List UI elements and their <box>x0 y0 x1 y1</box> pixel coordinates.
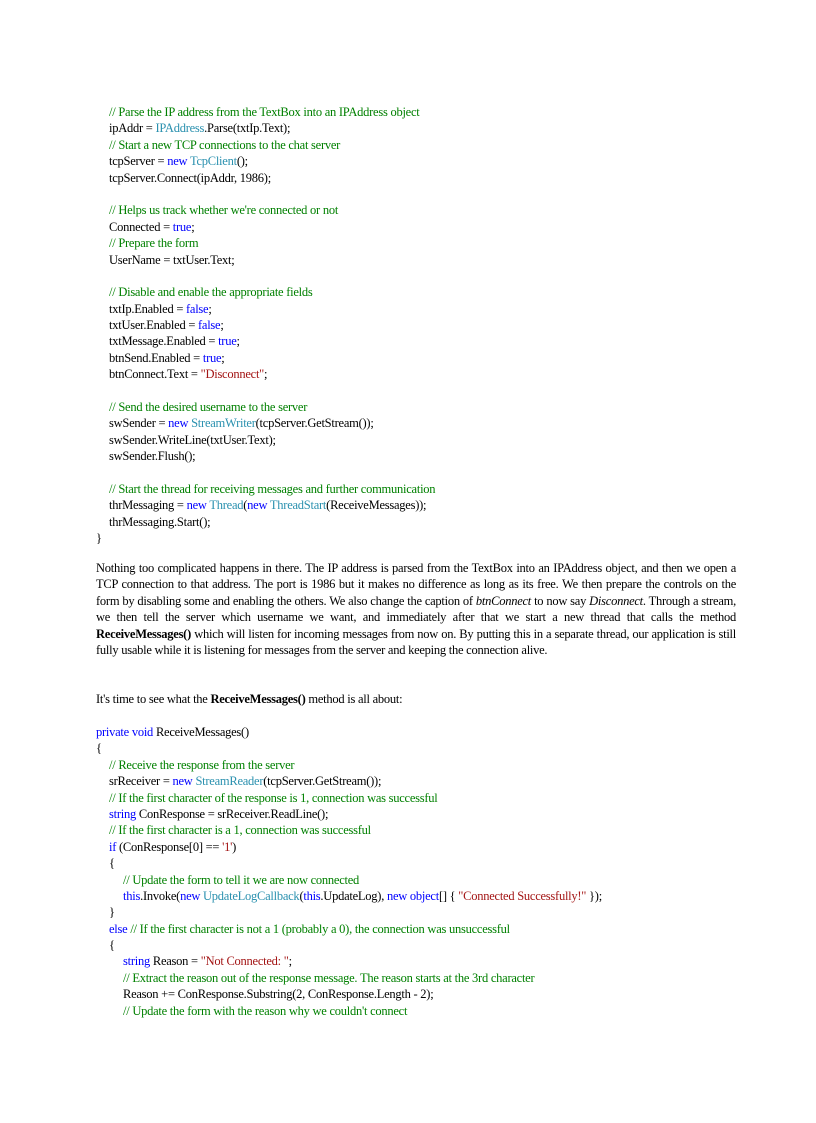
code-line <box>96 333 435 349</box>
code-line <box>96 448 435 464</box>
code-line <box>96 904 602 920</box>
code-text: txtUser.Enabled = <box>109 318 198 333</box>
paragraph-text: Nothing too complicated happens in there. The IP address is parsed from the TextBox into an IPAddress object, and then we open a TCP connection to that address. The port is 1986 but it makes no difference as long as its free. We then prepare the controls on the form by disabling some and enabling the others. We also change the caption of <box>96 561 736 608</box>
code-line <box>96 514 435 530</box>
code-line <box>96 986 602 1002</box>
code-comment: // If the first character is not a 1 (probably a 0), the connection was unsuccessful <box>127 921 510 936</box>
code-text: .Parse(txtIp.Text); <box>204 121 291 136</box>
code-text: txtIp.Enabled = <box>109 301 186 316</box>
code-text: Reason += ConResponse.Substring(2, ConResponse.Length - 2); <box>123 987 434 1002</box>
code-text: ; <box>221 350 225 365</box>
paragraph-bold: ReceiveMessages() <box>96 626 192 641</box>
code-text: (ConResponse[0] == <box>116 839 223 854</box>
code-text: ; <box>264 367 268 382</box>
code-line <box>96 855 602 871</box>
code-line <box>96 530 435 546</box>
code-text: (); <box>236 154 248 169</box>
code-text: ConResponse = srReceiver.ReadLine(); <box>135 806 329 821</box>
blank-line <box>96 383 435 399</box>
code-line <box>96 252 435 268</box>
code-line <box>96 872 602 888</box>
code-text: swSender.WriteLine(txtUser.Text); <box>109 432 276 447</box>
code-string: "Not Connected: " <box>200 954 289 969</box>
code-line <box>96 284 435 300</box>
code-text: ; <box>220 318 224 333</box>
code-comment: // Update the form to tell it we are now connected <box>123 872 360 887</box>
code-string: '1' <box>222 839 233 854</box>
code-line <box>96 137 435 153</box>
code-line <box>96 822 602 838</box>
code-keyword: false <box>186 301 209 316</box>
code-text: (tcpServer.GetStream()); <box>263 774 382 789</box>
code-keyword: new <box>186 498 207 513</box>
paragraph-text: It's time to see what the <box>96 692 211 706</box>
code-text: .UpdateLog), <box>320 888 387 903</box>
code-keyword: new <box>172 774 193 789</box>
code-keyword: new <box>168 416 189 431</box>
code-line <box>96 235 435 251</box>
code-line <box>96 888 602 904</box>
code-text: Connected = <box>109 219 173 234</box>
code-keyword: true <box>218 334 237 349</box>
code-text: ; <box>191 219 195 234</box>
code-text: (ReceiveMessages)); <box>326 498 427 513</box>
code-keyword: this <box>303 888 321 903</box>
code-keyword: this <box>123 888 141 903</box>
code-line <box>96 317 435 333</box>
paragraph-text: to now say <box>531 593 590 608</box>
blank-line <box>96 268 435 284</box>
code-brace: { <box>109 856 115 871</box>
paragraph-italic: Disconnect <box>589 593 643 608</box>
code-text: ; <box>208 301 212 316</box>
code-keyword: true <box>172 219 192 234</box>
code-comment: // Parse the IP address from the TextBox into an IPAddress object <box>109 105 420 119</box>
code-text: ( <box>243 498 248 513</box>
code-comment: // Helps us track whether we're connected or not <box>109 203 339 218</box>
code-line <box>96 937 602 953</box>
code-line <box>96 790 602 806</box>
code-line <box>96 953 602 969</box>
code-keyword: string <box>109 806 136 821</box>
code-text: tcpServer = <box>109 154 168 169</box>
code-text: swSender.Flush(); <box>109 449 196 464</box>
code-text: thrMessaging.Start(); <box>109 514 211 529</box>
code-comment: // Prepare the form <box>109 236 199 251</box>
code-text: ; <box>288 954 292 969</box>
code-line <box>96 724 602 740</box>
paragraph-italic: btnConnect <box>475 593 532 608</box>
code-line <box>96 773 602 789</box>
code-keyword: new <box>180 888 201 903</box>
code-type: TcpClient <box>189 154 237 169</box>
blank-line <box>96 186 435 202</box>
code-type: StreamReader <box>195 774 264 789</box>
code-comment: // Extract the reason out of the response message. The reason starts at the 3rd character <box>123 970 535 985</box>
code-brace: { <box>109 938 115 953</box>
code-text: [] { <box>438 888 459 903</box>
code-keyword: new <box>247 498 268 513</box>
paragraph-text: which will listen for incoming messages from now on. By putting this in a separate thread, our application is still fully usable while it is listening for messages from the server and keeping the connection alive. <box>96 626 736 658</box>
code-line <box>96 497 435 513</box>
code-line <box>96 806 602 822</box>
code-listing-connect <box>96 104 435 547</box>
code-text: .Invoke( <box>140 888 181 903</box>
code-brace: } <box>109 905 115 920</box>
code-line <box>96 839 602 855</box>
code-text: tcpServer.Connect(ipAddr, 1986); <box>109 170 271 185</box>
code-text: (tcpServer.GetStream()); <box>255 416 374 431</box>
code-line <box>96 366 435 382</box>
code-keyword: if <box>109 839 117 854</box>
code-line <box>96 219 435 235</box>
code-comment: // Send the desired username to the server <box>109 400 308 415</box>
code-keyword: true <box>202 350 222 365</box>
code-string: "Disconnect" <box>200 367 265 382</box>
code-line <box>96 740 602 756</box>
code-text: ) <box>232 839 237 854</box>
code-line <box>96 481 435 497</box>
code-line <box>96 170 435 186</box>
code-keyword: else <box>109 921 128 936</box>
code-brace: { <box>96 741 102 756</box>
code-text: swSender = <box>109 416 169 431</box>
code-line <box>96 415 435 431</box>
code-line <box>96 399 435 415</box>
code-text: ReceiveMessages() <box>153 725 249 739</box>
code-keyword: false <box>198 318 221 333</box>
body-paragraph <box>96 560 736 658</box>
code-keyword: new <box>167 154 188 169</box>
code-line <box>96 757 602 773</box>
code-line <box>96 921 602 937</box>
code-text: }); <box>586 888 602 903</box>
paragraph-bold: ReceiveMessages() <box>210 692 306 706</box>
code-type: ThreadStart <box>269 498 327 513</box>
code-keyword: string <box>123 954 150 969</box>
paragraph-text: . Through a stream, we then tell the server which username we want, and immediately after that we start a new thread that calls the method <box>96 593 736 625</box>
code-line <box>96 153 435 169</box>
code-comment: // Receive the response from the server <box>109 757 295 772</box>
code-text: srReceiver = <box>109 774 173 789</box>
code-comment: // Start a new TCP connections to the chat server <box>109 137 341 152</box>
code-type: IPAddress <box>155 121 205 136</box>
code-line <box>96 1003 602 1019</box>
code-line <box>96 970 602 986</box>
code-text: UserName = txtUser.Text; <box>109 252 235 267</box>
code-text: ipAddr = <box>109 121 156 136</box>
blank-line <box>96 465 435 481</box>
code-keyword: private void <box>96 725 154 739</box>
code-type: Thread <box>209 498 244 513</box>
code-type: UpdateLogCallback <box>203 888 300 903</box>
paragraph-text: method is all about: <box>305 692 403 706</box>
code-text: txtMessage.Enabled = <box>109 334 219 349</box>
code-line <box>96 202 435 218</box>
code-line <box>96 301 435 317</box>
intro-paragraph <box>96 691 736 707</box>
code-line <box>96 104 435 120</box>
code-line <box>96 120 435 136</box>
code-comment: // If the first character of the response is 1, connection was successful <box>109 790 438 805</box>
code-comment: // Start the thread for receiving messages and further communication <box>109 481 436 496</box>
code-text: btnSend.Enabled = <box>109 350 203 365</box>
code-comment: // Disable and enable the appropriate fields <box>109 285 313 300</box>
code-text: ( <box>299 888 304 903</box>
code-keyword: new object <box>386 888 439 903</box>
code-string: "Connected Successfully!" <box>458 888 587 903</box>
code-comment: // Update the form with the reason why we couldn't connect <box>123 1003 408 1018</box>
code-listing-receive <box>96 724 602 1019</box>
code-comment: // If the first character is a 1, connection was successful <box>109 823 371 838</box>
code-type: StreamWriter <box>191 416 256 431</box>
code-text: ; <box>236 334 240 349</box>
code-text: thrMessaging = <box>109 498 187 513</box>
code-text: Reason = <box>149 954 201 969</box>
code-text: btnConnect.Text = <box>109 367 201 382</box>
code-brace: } <box>96 531 102 546</box>
code-line <box>96 432 435 448</box>
code-line <box>96 350 435 366</box>
